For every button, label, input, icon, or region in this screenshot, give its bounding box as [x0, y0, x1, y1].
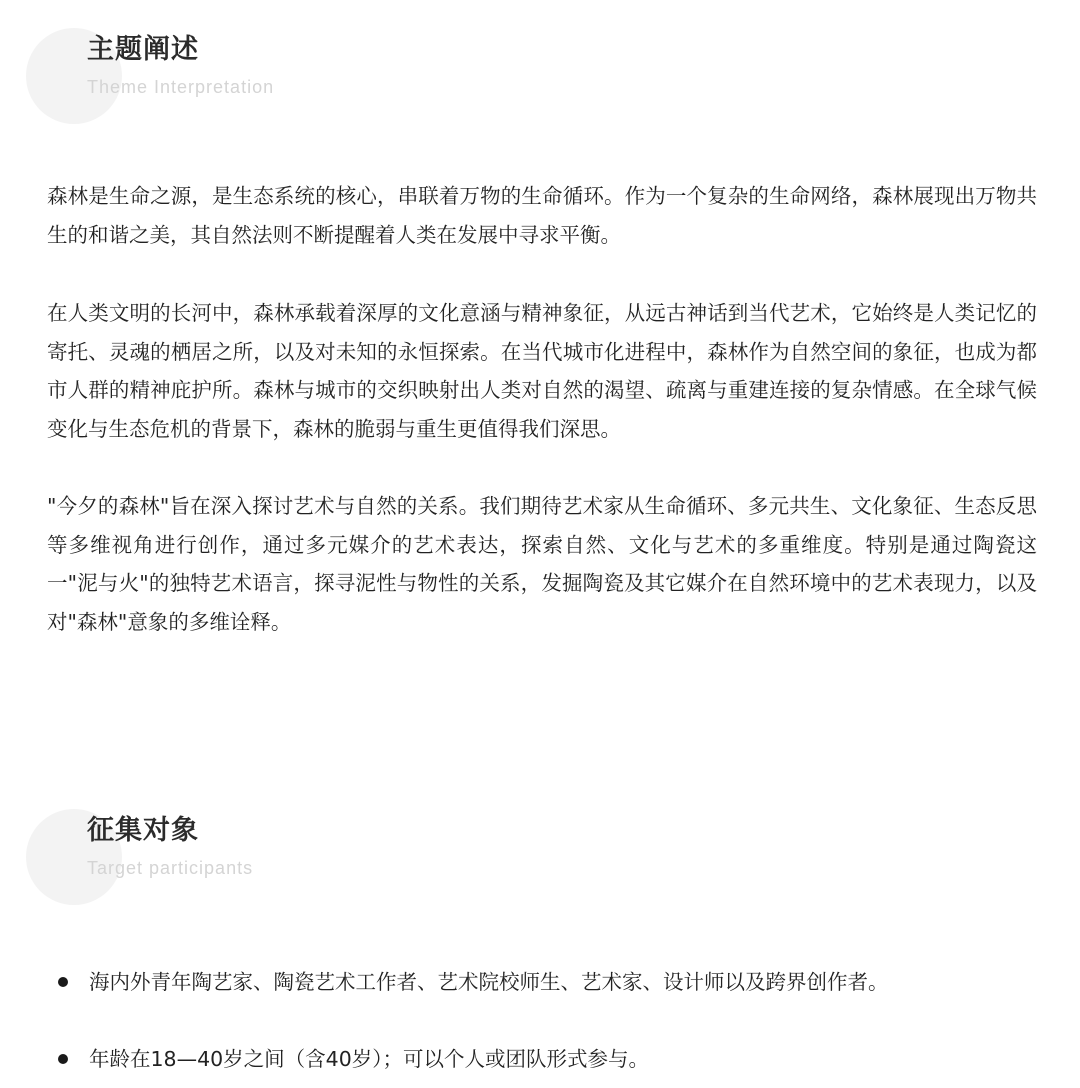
bullet-icon: [58, 1054, 68, 1064]
participants-title: 征集对象: [87, 815, 199, 846]
participants-item-text: 年龄在18—40岁之间（含40岁）；可以个人或团队形式参与。: [89, 1047, 650, 1071]
theme-subtitle: Theme Interpretation: [87, 77, 275, 97]
bullet-icon: [58, 977, 68, 987]
participants-subtitle: Target participants: [87, 858, 254, 878]
participants-item-text: 海内外青年陶艺家、陶瓷艺术工作者、艺术院校师生、艺术家、设计师以及跨界创作者。: [89, 970, 889, 994]
theme-title: 主题阐述: [87, 34, 199, 65]
theme-paragraph-3: "今夕的森林"旨在深入探讨艺术与自然的关系。我们期待艺术家从生命循环、多元共生、文化象征、生态反思等多维视角进行创作，通过多元媒介的艺术表达，探索自然、文化与艺术的多重维度。特别是通过陶瓷这一"泥与火"的独特艺术语言，探寻泥性与物性的关系，发掘陶瓷及其它媒介在自然环境中的艺术表现力，以及对"森林"意象的多维诠释。: [47, 494, 1037, 634]
theme-paragraph-2: 在人类文明的长河中，森林承载着深厚的文化意涵与精神象征，从远古神话到当代艺术，它始终是人类记忆的寄托、灵魂的栖居之所，以及对未知的永恒探索。在当代城市化进程中，森林作为自然空间的象征，也成为都市人群的精神庇护所。森林与城市的交织映射出人类对自然的渴望、疏离与重建连接的复杂情感。在全球气候变化与生态危机的背景下，森林的脆弱与重生更值得我们深思。: [47, 301, 1037, 441]
theme-paragraph-1: 森林是生命之源，是生态系统的核心，串联着万物的生命循环。作为一个复杂的生命网络，森林展现出万物共生的和谐之美，其自然法则不断提醒着人类在发展中寻求平衡。: [47, 184, 1037, 247]
